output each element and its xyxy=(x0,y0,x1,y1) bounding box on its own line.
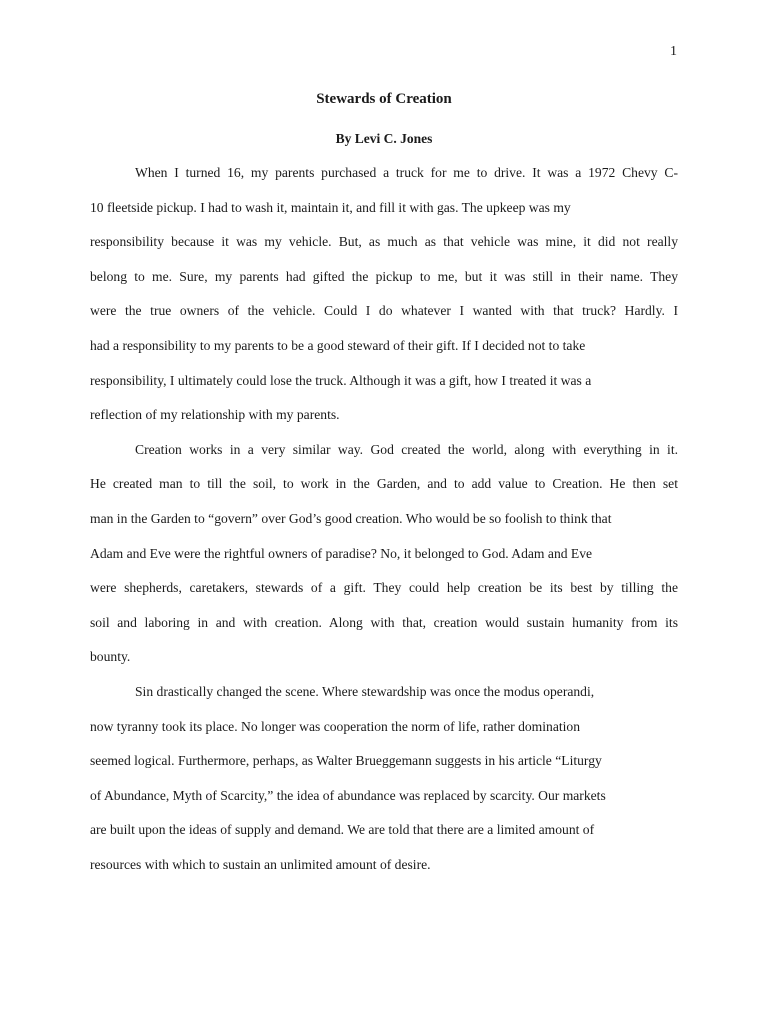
text-line: were the true owners of the vehicle. Could I do whatever I wanted with that truck? Hardly. I xyxy=(90,303,678,319)
text-line: man in the Garden to “govern” over God’s good creation. Who would be so foolish to think that xyxy=(90,510,612,526)
document-author: By Levi C. Jones xyxy=(335,131,433,146)
text-line: When I turned 16, my parents purchased a truck for me to drive. It was a 1972 Chevy C- xyxy=(135,165,678,180)
text-line: He created man to till the soil, to work in the Garden, and to add value to Creation. He then set xyxy=(90,476,678,492)
text-line: of Abundance, Myth of Scarcity,” the idea of abundance was replaced by scarcity. Our markets xyxy=(90,787,606,803)
text-line: reflection of my relationship with my parents. xyxy=(90,407,340,423)
text-line: are built upon the ideas of supply and demand. We are told that there are a limited amount of xyxy=(90,822,595,838)
text-line: Adam and Eve were the rightful owners of paradise? No, it belonged to God. Adam and Eve xyxy=(90,545,593,561)
document-title: Stewards of Creation xyxy=(316,91,452,107)
text-line: now tyranny took its place. No longer was cooperation the norm of life, rather domination xyxy=(90,718,580,734)
text-line: seemed logical. Furthermore, perhaps, as Walter Brueggemann suggests in his article “Liturgy xyxy=(90,753,602,769)
text-line: soil and laboring in and with creation. Along with that, creation would sustain humanity from its xyxy=(90,614,678,630)
text-line: responsibility, I ultimately could lose the truck. Although it was a gift, how I treated it was a xyxy=(90,372,592,388)
text-line: Creation works in a very similar way. God created the world, along with everything in it. xyxy=(135,441,678,457)
text-line: responsibility because it was my vehicle. But, as much as that vehicle was mine, it did not really xyxy=(90,234,678,250)
text-line: belong to me. Sure, my parents had gifted the pickup to me, but it was still in their name. They xyxy=(90,268,678,284)
document-body xyxy=(90,156,678,882)
text-line: had a responsibility to my parents to be a good steward of their gift. If I decided not to take xyxy=(90,337,586,353)
page-number: 1 xyxy=(670,44,677,59)
text-line: resources with which to sustain an unlimited amount of desire. xyxy=(90,856,431,872)
text-line: 10 fleetside pickup. I had to wash it, maintain it, and fill it with gas. The upkeep was my xyxy=(90,199,571,215)
text-line: were shepherds, caretakers, stewards of a gift. They could help creation be its best by tilling the xyxy=(90,580,678,596)
text-line: Sin drastically changed the scene. Where stewardship was once the modus operandi, xyxy=(135,683,595,699)
text-line: bounty. xyxy=(90,649,131,665)
